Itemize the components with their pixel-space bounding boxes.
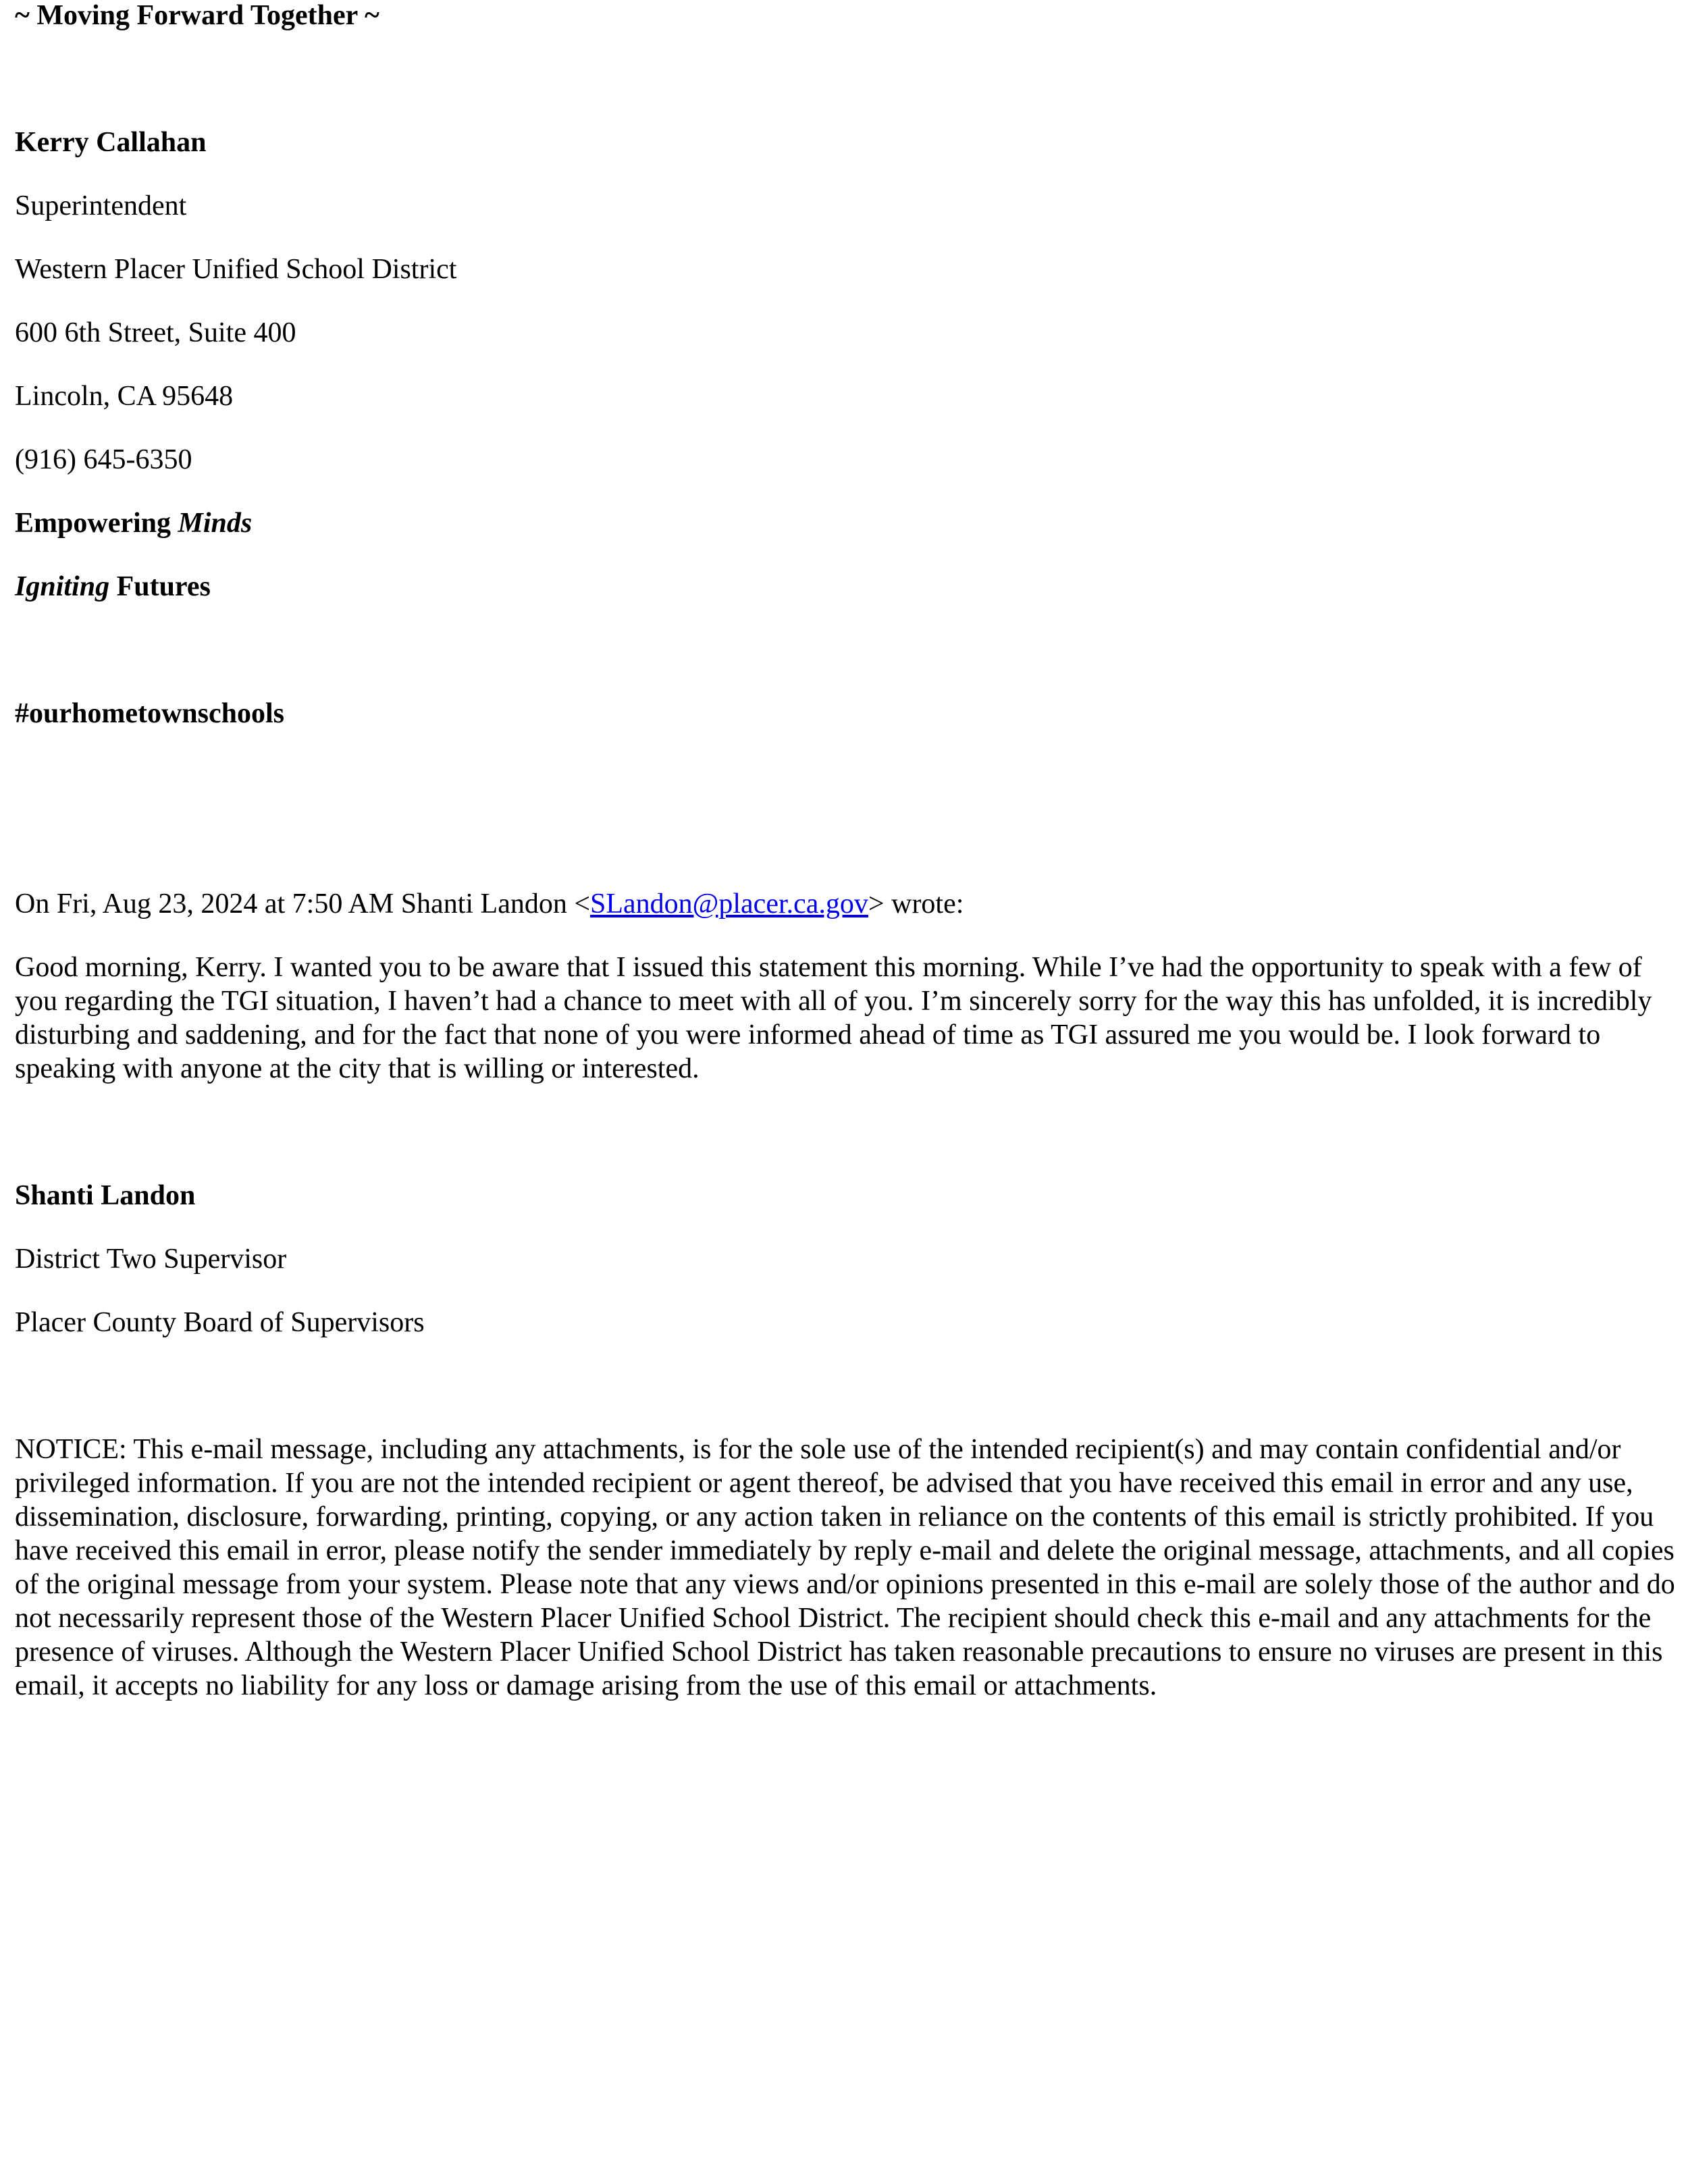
signature-motto-line1	[15, 506, 252, 540]
signature-title: Superintendent	[15, 190, 187, 221]
motto-word-empowering: Empowering	[15, 508, 171, 539]
signature-organization: Western Placer Unified School District	[15, 254, 457, 285]
motto-word-igniting: Igniting	[15, 571, 110, 602]
signature-tagline: ~ Moving Forward Together ~	[15, 0, 379, 31]
signature-name: Kerry Callahan	[15, 127, 207, 158]
signature-address-line1: 600 6th Street, Suite 400	[15, 317, 296, 348]
quoted-body: Good morning, Kerry. I wanted you to be aware that I issued this statement this morning. While I’ve had the opportunity to speak with a few of you regarding the TGI situation, I haven’t had a chance to meet with all of you. I’m sincerely sorry for the way this has unfolded, it is incredibly disturbing and saddening, and for the fact that none of you were informed ahead of time as TGI assured me you would be. I look forward to speaking with anyone at the city that is willing or interested.	[15, 952, 1652, 1084]
signature-hashtag: #ourhometownschools	[15, 698, 285, 729]
motto-word-futures: Futures	[116, 571, 211, 602]
quoted-intro-prefix: On Fri, Aug 23, 2024 at 7:50 AM Shanti Landon <	[15, 888, 591, 920]
quoted-sender-name: Shanti Landon	[15, 1180, 196, 1211]
sender-email-link[interactable]: SLandon@placer.ca.gov	[590, 888, 868, 920]
quoted-intro-suffix: > wrote:	[868, 888, 964, 920]
motto-word-minds: Minds	[178, 508, 253, 539]
quoted-sender-title: District Two Supervisor	[15, 1244, 287, 1275]
quoted-sender-org: Placer County Board of Supervisors	[15, 1307, 425, 1338]
signature-phone: (916) 645-6350	[15, 444, 192, 475]
signature-motto-line2	[15, 570, 211, 604]
legal-notice: NOTICE: This e-mail message, including any attachments, is for the sole use of the intended recipient(s) and may contain confidential and/or privileged information. If you are not the intended recipient or agent thereof, be advised that you have received this email in error and any use, dissemination, disclosure, forwarding, printing, copying, or any action taken in reliance on the contents of this email is strictly prohibited. If you have received this email in error, please notify the sender immediately by reply e-mail and delete the original message, attachments, and all copies of the original message from your system. Please note that any views and/or opinions presented in this e-mail are solely those of the author and do not necessarily represent those of the Western Placer Unified School District. The recipient should check this e-mail and any attachments for the presence of viruses. Although the Western Placer Unified School District has taken reasonable precautions to ensure no viruses are present in this email, it accepts no liability for any loss or damage arising from the use of this email or attachments.	[15, 1434, 1675, 1701]
quoted-intro	[15, 887, 964, 921]
signature-address-line2: Lincoln, CA 95648	[15, 381, 234, 412]
